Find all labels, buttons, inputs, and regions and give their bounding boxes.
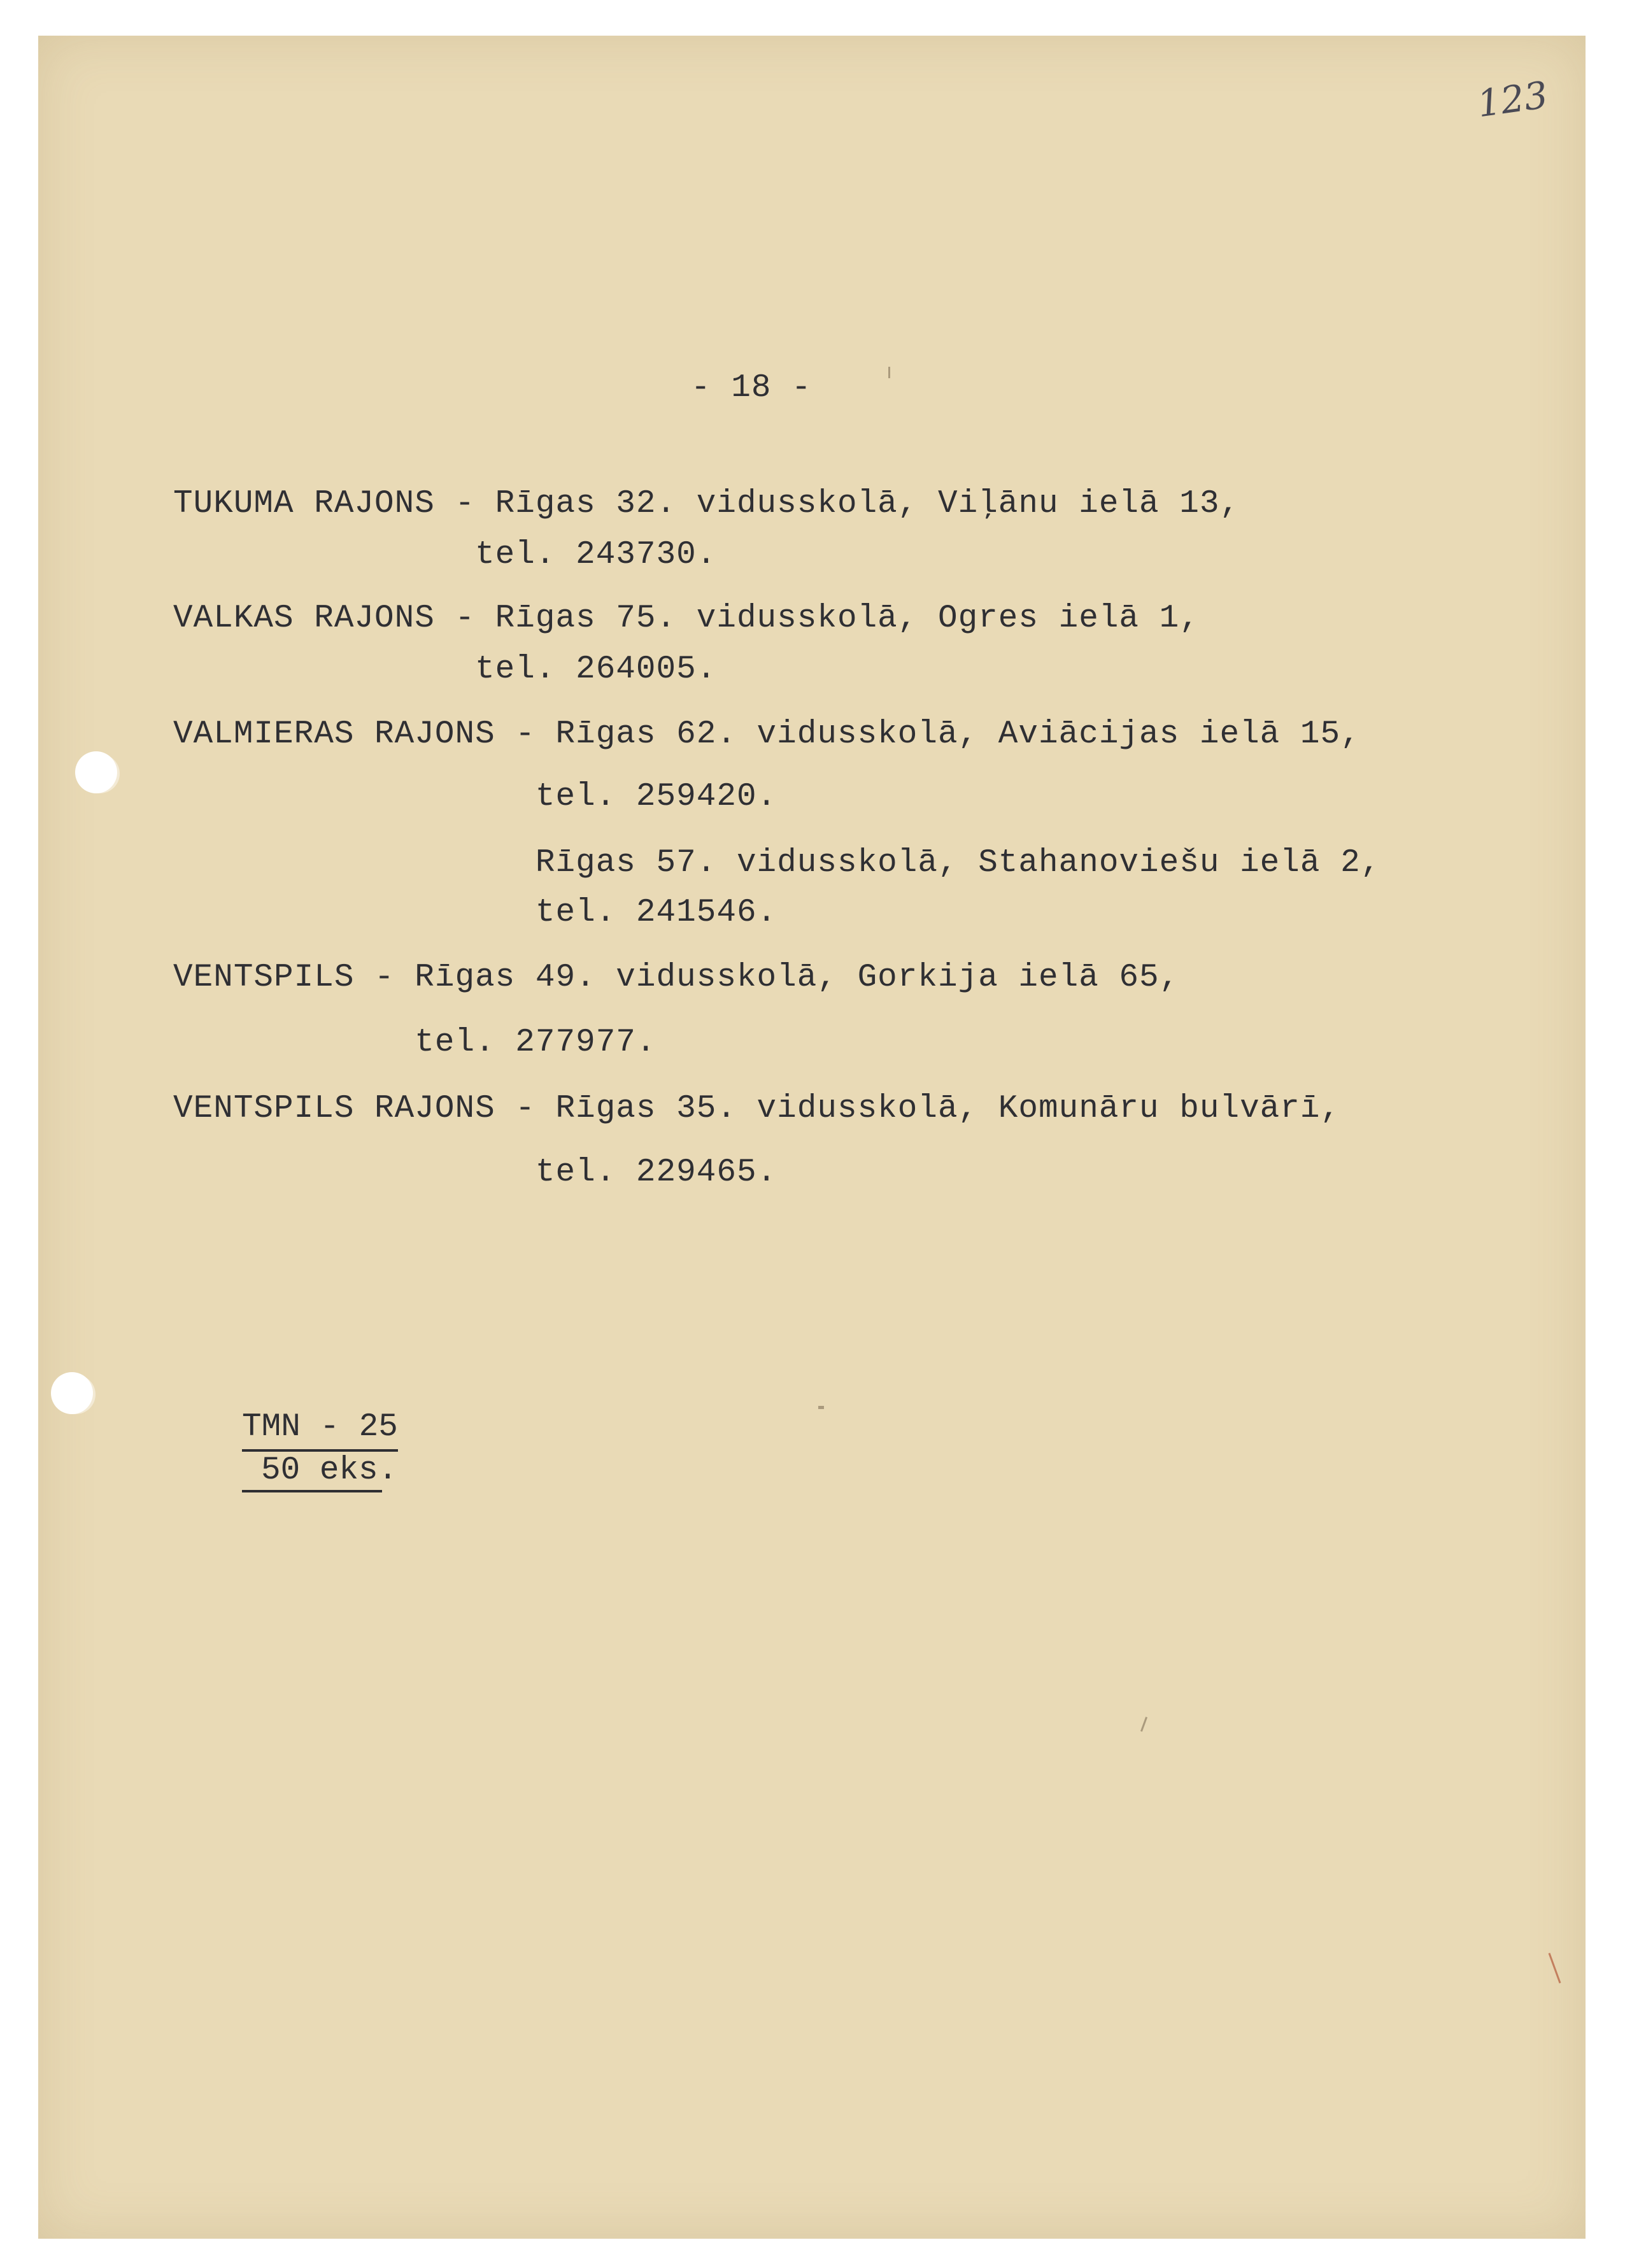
entry-line: tel. 243730. <box>173 537 717 573</box>
page-number: - 18 - <box>691 370 812 406</box>
document-sheet <box>38 36 1586 2239</box>
archive-page-mark: 123 <box>1474 73 1550 126</box>
paper-speck <box>1140 1717 1147 1732</box>
entry-line: Rīgas 57. vidusskolā, Stahanoviešu ielā 2, <box>173 845 1381 881</box>
entry-line: tel. 241546. <box>173 895 777 931</box>
paper-mark <box>1549 1953 1561 1983</box>
copies-count: 50 eks. <box>242 1452 382 1492</box>
punch-hole-lower <box>51 1372 93 1414</box>
entry-line: VALKAS RAJONS - Rīgas 75. vidusskolā, Ogres ielā 1, <box>173 600 1200 637</box>
entry-line: tel. 229465. <box>173 1154 777 1191</box>
entry-line: tel. 259420. <box>173 779 777 815</box>
paper-speck <box>818 1406 824 1409</box>
entry-line: tel. 264005. <box>173 651 717 688</box>
document-code: TMN - 25 <box>242 1408 398 1452</box>
punch-hole-upper <box>75 751 117 793</box>
entry-line: VENTSPILS - Rīgas 49. vidusskolā, Gorkija ielā 65, <box>173 960 1180 996</box>
paper-speck <box>888 367 890 378</box>
entry-line: VENTSPILS RAJONS - Rīgas 35. vidusskolā, Komunāru bulvārī, <box>173 1091 1341 1127</box>
distribution-note <box>242 1408 398 1492</box>
entry-line: tel. 277977. <box>173 1024 656 1061</box>
entry-line: TUKUMA RAJONS - Rīgas 32. vidusskolā, Viļānu ielā 13, <box>173 486 1240 522</box>
entry-line: VALMIERAS RAJONS - Rīgas 62. vidusskolā, Aviācijas ielā 15, <box>173 716 1361 753</box>
